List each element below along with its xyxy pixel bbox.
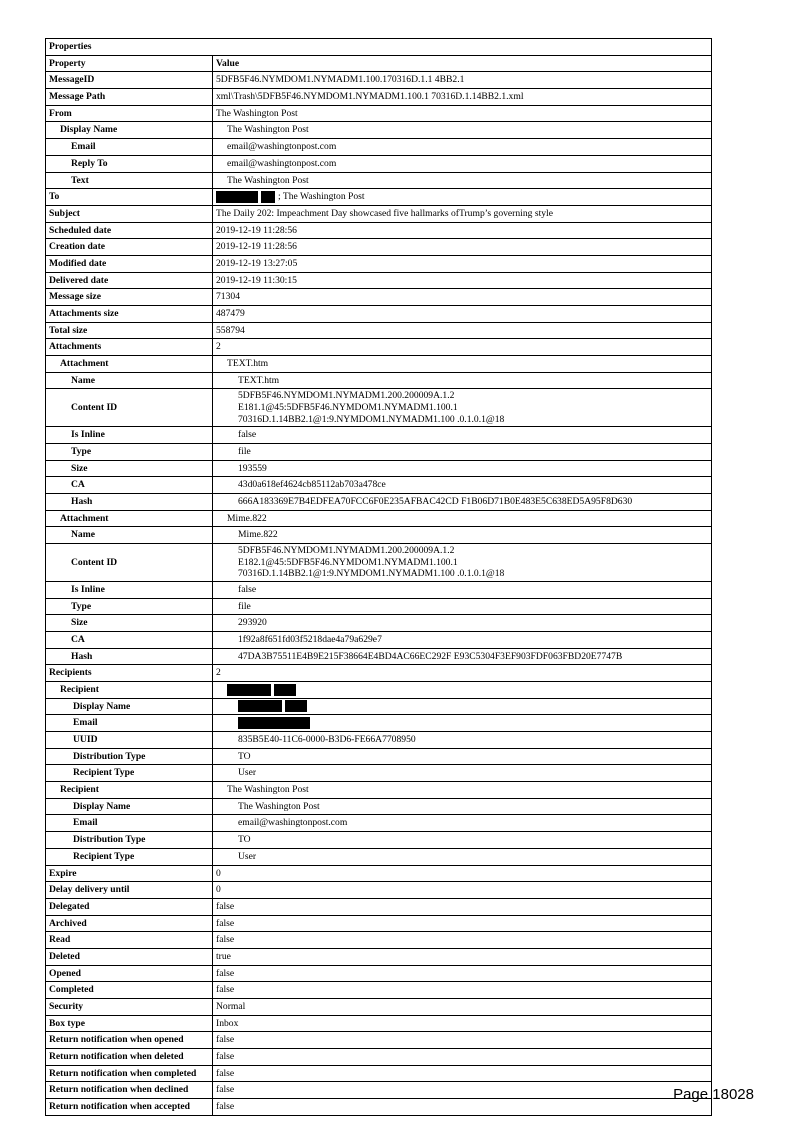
property-name: Recipients (46, 665, 213, 682)
table-row (46, 189, 712, 206)
table-row (46, 648, 712, 665)
property-value (213, 427, 712, 444)
value-text: User (238, 850, 257, 862)
property-name: Deleted (46, 948, 213, 965)
table-row (46, 1065, 712, 1082)
value-text: TEXT.htm (238, 374, 280, 386)
value-line: 5DFB5F46.NYMDOM1.NYMADM1.200.200009A.1.2 (238, 390, 455, 402)
property-name: CA (46, 477, 213, 494)
redaction-block (216, 191, 258, 203)
table-row (46, 255, 712, 272)
property-name: Email (46, 139, 213, 156)
property-name: Delivered date (46, 272, 213, 289)
table-row (46, 89, 712, 106)
value-text: false (216, 1067, 235, 1079)
property-name: Hash (46, 648, 213, 665)
table-row (46, 1032, 712, 1049)
property-value (213, 544, 712, 582)
table-row (46, 222, 712, 239)
header-property: Property (46, 55, 213, 72)
property-name: Recipient Type (46, 848, 213, 865)
page-number: Page 18028 (673, 1086, 754, 1103)
table-row (46, 681, 712, 698)
table-row (46, 665, 712, 682)
value-text: false (216, 1051, 235, 1063)
property-name: Display Name (46, 698, 213, 715)
value-text: 2019-12-19 11:28:56 (216, 241, 297, 253)
property-value (213, 139, 712, 156)
table-row (46, 493, 712, 510)
property-value (213, 982, 712, 999)
table-row (46, 322, 712, 339)
value-text: Normal (216, 1001, 246, 1013)
table-row (46, 122, 712, 139)
table-row (46, 289, 712, 306)
property-name: Security (46, 999, 213, 1016)
property-value (213, 205, 712, 222)
property-name: Size (46, 615, 213, 632)
value-text: file (238, 445, 251, 457)
value-text: false (216, 934, 235, 946)
table-title: Properties (46, 39, 712, 56)
property-name: Return notification when deleted (46, 1049, 213, 1066)
property-name: Scheduled date (46, 222, 213, 239)
table-row (46, 932, 712, 949)
property-value (213, 715, 712, 732)
table-row (46, 372, 712, 389)
table-row (46, 172, 712, 189)
property-name: Is Inline (46, 581, 213, 598)
property-name: Hash (46, 493, 213, 510)
table-row (46, 477, 712, 494)
value-text: The Washington Post (216, 107, 298, 119)
value-text: true (216, 950, 231, 962)
properties-table (45, 38, 712, 1116)
table-row (46, 155, 712, 172)
redaction-block (261, 191, 275, 203)
redaction-block (238, 700, 282, 712)
value-text: The Washington Post (227, 784, 309, 796)
value-line: 70316D.1.14BB2.1@1:9.NYMDOM1.NYMADM1.100 .0.1.0.1@18 (238, 413, 505, 425)
value-text: email@washingtonpost.com (238, 817, 348, 829)
value-text: 193559 (238, 462, 267, 474)
property-name: Name (46, 372, 213, 389)
redaction-block (274, 684, 296, 696)
property-value (213, 527, 712, 544)
value-line: E181.1@45:5DFB5F46.NYMDOM1.NYMADM1.100.1 (238, 402, 458, 414)
table-row (46, 865, 712, 882)
table-row (46, 999, 712, 1016)
property-value (213, 598, 712, 615)
value-text: 835B5E40-11C6-0000-B3D6-FE66A7708950 (238, 734, 416, 746)
table-row (46, 510, 712, 527)
value-text: false (216, 917, 235, 929)
value-text: false (216, 1101, 235, 1113)
table-row (46, 544, 712, 582)
table-row (46, 205, 712, 222)
table-row (46, 732, 712, 749)
property-name: From (46, 105, 213, 122)
value-text: 2 (216, 667, 221, 679)
table-row (46, 715, 712, 732)
table-row (46, 1099, 712, 1116)
property-value (213, 748, 712, 765)
table-row (46, 105, 712, 122)
property-value (213, 322, 712, 339)
table-row (46, 832, 712, 849)
header-value: Value (213, 55, 712, 72)
table-row (46, 598, 712, 615)
redaction-block (227, 684, 271, 696)
property-name: Return notification when opened (46, 1032, 213, 1049)
property-value (213, 339, 712, 356)
value-text: TO (238, 750, 251, 762)
table-row (46, 581, 712, 598)
property-value (213, 1099, 712, 1116)
value-text: Mime.822 (227, 512, 267, 524)
table-row (46, 982, 712, 999)
value-text: false (238, 583, 257, 595)
value-text: 71304 (216, 291, 240, 303)
property-value (213, 172, 712, 189)
property-value (213, 239, 712, 256)
table-row (46, 1049, 712, 1066)
table-row (46, 898, 712, 915)
property-name: To (46, 189, 213, 206)
table-row (46, 389, 712, 427)
property-name: MessageID (46, 72, 213, 89)
property-name: Distribution Type (46, 748, 213, 765)
property-value (213, 898, 712, 915)
property-name: Delay delivery until (46, 882, 213, 899)
property-value (213, 848, 712, 865)
property-name: Type (46, 598, 213, 615)
property-value (213, 105, 712, 122)
property-value (213, 631, 712, 648)
property-value (213, 477, 712, 494)
property-name: Distribution Type (46, 832, 213, 849)
property-value (213, 356, 712, 373)
property-name: Text (46, 172, 213, 189)
property-value (213, 443, 712, 460)
value-text: The Washington Post (227, 174, 309, 186)
value-text: TO (238, 834, 251, 846)
property-value (213, 1049, 712, 1066)
value-text: ; The Washington Post (278, 191, 365, 203)
table-row (46, 748, 712, 765)
property-name: Box type (46, 1015, 213, 1032)
property-value (213, 648, 712, 665)
table-row (46, 915, 712, 932)
property-value (213, 681, 712, 698)
table-row (46, 239, 712, 256)
table-row (46, 339, 712, 356)
property-name: Attachment (46, 356, 213, 373)
property-value (213, 765, 712, 782)
property-name: Is Inline (46, 427, 213, 444)
value-text: false (216, 967, 235, 979)
property-value (213, 698, 712, 715)
property-name: Message Path (46, 89, 213, 106)
value-text: 47DA3B75511E4B9E215F38664E4BD4AC66EC292F E93C5304F3EF903FDF063FBD20E7747B (238, 650, 623, 662)
property-name: Read (46, 932, 213, 949)
value-text: The Washington Post (227, 124, 309, 136)
property-value (213, 306, 712, 323)
value-text: 666A183369E7B4EDFEA70FCC6F0E235AFBAC42CD F1B06D71B0E483E5C638ED5A95F8D630 (238, 496, 633, 508)
value-text: 0 (216, 867, 221, 879)
value-text: 2019-12-19 11:30:15 (216, 274, 297, 286)
property-name: Attachments (46, 339, 213, 356)
property-value (213, 581, 712, 598)
table-row (46, 782, 712, 799)
property-value (213, 732, 712, 749)
property-name: Expire (46, 865, 213, 882)
property-value (213, 948, 712, 965)
property-name: Email (46, 815, 213, 832)
property-value (213, 915, 712, 932)
table-row (46, 139, 712, 156)
value-text: false (238, 429, 257, 441)
value-text: 43d0a618ef4624cb85112ab703a478ce (238, 479, 386, 491)
property-value (213, 372, 712, 389)
table-row (46, 798, 712, 815)
table-row (46, 306, 712, 323)
property-value (213, 865, 712, 882)
property-value (213, 932, 712, 949)
property-name: Display Name (46, 798, 213, 815)
value-text: false (216, 1034, 235, 1046)
table-row (46, 1082, 712, 1099)
property-name: Reply To (46, 155, 213, 172)
table-row (46, 615, 712, 632)
property-name: Email (46, 715, 213, 732)
value-text: false (216, 1084, 235, 1096)
table-row (46, 272, 712, 289)
value-text: 293920 (238, 617, 267, 629)
property-name: Return notification when accepted (46, 1099, 213, 1116)
property-name: Attachments size (46, 306, 213, 323)
property-name: Attachment (46, 510, 213, 527)
value-text: 5DFB5F46.NYMDOM1.NYMADM1.100.170316D.1.1 4BB2.1 (216, 74, 465, 86)
table-row (46, 72, 712, 89)
property-value (213, 510, 712, 527)
property-name: Name (46, 527, 213, 544)
table-row (46, 765, 712, 782)
value-text: TEXT.htm (227, 358, 269, 370)
property-value (213, 493, 712, 510)
property-name: Modified date (46, 255, 213, 272)
property-name: Content ID (46, 544, 213, 582)
table-row (46, 848, 712, 865)
property-name: UUID (46, 732, 213, 749)
value-text: Inbox (216, 1017, 239, 1029)
value-text: User (238, 767, 257, 779)
table-header-row (46, 55, 712, 72)
property-value (213, 155, 712, 172)
value-line: 70316D.1.14BB2.1@1:9.NYMDOM1.NYMADM1.100 .0.1.0.1@18 (238, 568, 505, 580)
property-value (213, 615, 712, 632)
property-name: Display Name (46, 122, 213, 139)
value-line: 5DFB5F46.NYMDOM1.NYMADM1.200.200009A.1.2 (238, 545, 455, 557)
table-row (46, 948, 712, 965)
value-text: 2019-12-19 13:27:05 (216, 257, 298, 269)
value-text: email@washingtonpost.com (227, 141, 337, 153)
property-name: Recipient (46, 681, 213, 698)
table-row (46, 443, 712, 460)
property-value (213, 798, 712, 815)
redaction-block (238, 717, 310, 729)
property-name: Creation date (46, 239, 213, 256)
redaction-block (285, 700, 307, 712)
table-row (46, 815, 712, 832)
property-name: Total size (46, 322, 213, 339)
property-value (213, 815, 712, 832)
value-text: file (238, 600, 251, 612)
table-row (46, 698, 712, 715)
table-row (46, 527, 712, 544)
property-value (213, 1032, 712, 1049)
value-text: false (216, 900, 235, 912)
property-name: Recipient Type (46, 765, 213, 782)
property-name: CA (46, 631, 213, 648)
property-name: Return notification when declined (46, 1082, 213, 1099)
value-text: xml\Trash\5DFB5F46.NYMDOM1.NYMADM1.100.1 70316D.1.14BB2.1.xml (216, 91, 524, 103)
property-name: Content ID (46, 389, 213, 427)
property-value (213, 272, 712, 289)
table-row (46, 882, 712, 899)
table-row (46, 1015, 712, 1032)
property-name: Type (46, 443, 213, 460)
property-value (213, 255, 712, 272)
property-value (213, 460, 712, 477)
value-text: 558794 (216, 324, 245, 336)
value-text: Mime.822 (238, 529, 278, 541)
property-value (213, 389, 712, 427)
property-value (213, 1015, 712, 1032)
property-value (213, 1065, 712, 1082)
property-value (213, 222, 712, 239)
table-row (46, 631, 712, 648)
value-text: The Washington Post (238, 800, 320, 812)
value-text: 487479 (216, 308, 245, 320)
value-text: 0 (216, 884, 221, 896)
property-value (213, 882, 712, 899)
table-row (46, 427, 712, 444)
property-value (213, 72, 712, 89)
property-name: Size (46, 460, 213, 477)
value-text: false (216, 984, 235, 996)
table-row (46, 460, 712, 477)
value-text: 1f92a8f651fd03f5218dae4a79a629e7 (238, 633, 382, 645)
value-line: E182.1@45:5DFB5F46.NYMDOM1.NYMADM1.100.1 (238, 556, 458, 568)
table-row (46, 356, 712, 373)
property-value (213, 965, 712, 982)
property-name: Delegated (46, 898, 213, 915)
property-value (213, 665, 712, 682)
property-name: Return notification when completed (46, 1065, 213, 1082)
property-name: Recipient (46, 782, 213, 799)
value-text: email@washingtonpost.com (227, 157, 337, 169)
property-value (213, 1082, 712, 1099)
value-text: The Daily 202: Impeachment Day showcased five hallmarks ofTrump’s governing style (216, 207, 553, 219)
table-title-row (46, 39, 712, 56)
property-value (213, 832, 712, 849)
table-row (46, 965, 712, 982)
property-name: Opened (46, 965, 213, 982)
property-value (213, 782, 712, 799)
property-value (213, 122, 712, 139)
property-value (213, 189, 712, 206)
value-text: 2019-12-19 11:28:56 (216, 224, 297, 236)
property-name: Message size (46, 289, 213, 306)
property-name: Completed (46, 982, 213, 999)
property-value (213, 999, 712, 1016)
property-value (213, 89, 712, 106)
value-text: 2 (216, 341, 221, 353)
property-value (213, 289, 712, 306)
property-name: Archived (46, 915, 213, 932)
property-name: Subject (46, 205, 213, 222)
